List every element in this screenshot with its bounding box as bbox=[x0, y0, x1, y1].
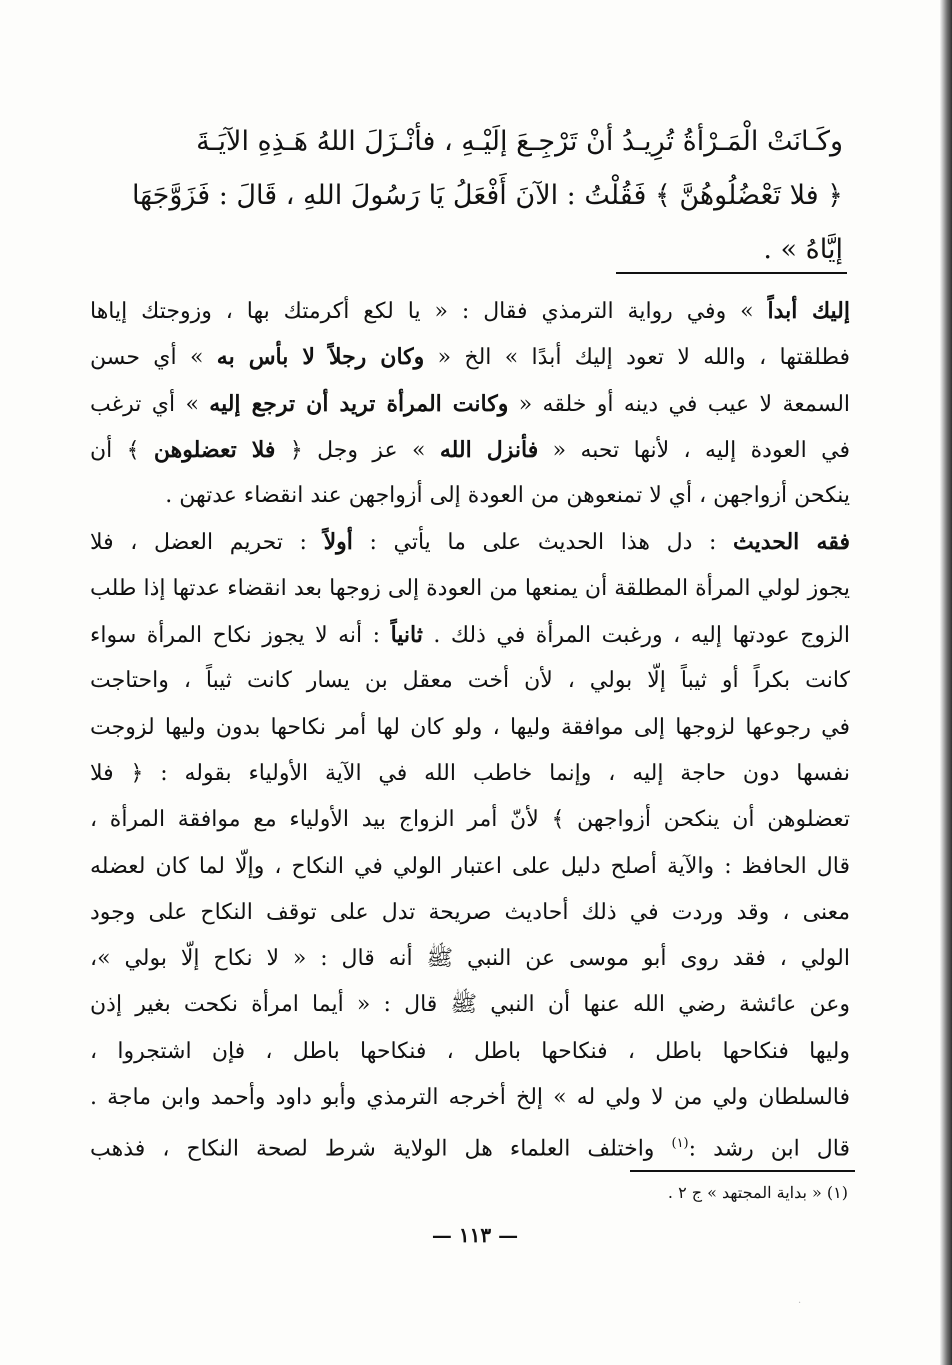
text-run: يجوز لولي المرأة المطلقة أن يمنعها من العودة إلى زوجها بعد انقضاء عدتها إذا طلب bbox=[90, 575, 850, 601]
text-run: السمعة لا عيب في دينه أو خلقه « bbox=[508, 391, 850, 417]
scan-speck: · bbox=[798, 1298, 802, 1309]
fiqh-line bbox=[90, 797, 850, 843]
hadith-line: ﴿ فلا تَعْضُلُوهُنَّ ﴾ فَقُلْتُ : الآنَ أَفْعَلُ يَا رَسُولَ اللهِ ، قَالَ : فَزَوَّجَهَا bbox=[131, 180, 843, 211]
text-run: في العودة إليه ، لأنها تحبه « bbox=[538, 437, 850, 463]
fiqh-line bbox=[90, 1029, 850, 1075]
fiqh-line bbox=[90, 890, 850, 936]
commentary-line bbox=[90, 473, 850, 519]
text-run: » أي حسن bbox=[90, 345, 217, 371]
hadith-line: إيَّاهُ » . bbox=[763, 234, 843, 265]
fiqh-line bbox=[90, 566, 850, 612]
fiqh-line bbox=[90, 982, 850, 1028]
text-run: : أنه لا يجوز نكاح المرأة سواء bbox=[90, 623, 391, 649]
fiqh-line bbox=[90, 705, 850, 751]
footnote-rule bbox=[630, 1170, 855, 1172]
text-run: » عز وجل ﴿ bbox=[275, 437, 440, 463]
hadith-line: وكَـانَتْ الْمَـرْأةُ تُرِيـدُ أنْ تَرْجِـعَ إلَيْـهِ ، فأنْـزَلَ اللهُ هَـذِهِ الآيَـةَ bbox=[196, 126, 843, 157]
fiqh-line bbox=[90, 844, 850, 890]
commentary-line bbox=[90, 427, 850, 473]
fiqh-line bbox=[90, 612, 850, 658]
text-run: وليها فنكاحها باطل ، فنكاحها باطل ، فنكاحها باطل ، فإن اشتجروا ، bbox=[90, 1038, 850, 1064]
bold-term: وكان رجلاً لا بأس به bbox=[216, 344, 425, 371]
hadith-text bbox=[95, 115, 843, 277]
page-number: — ١١٣ — bbox=[431, 1223, 519, 1247]
text-run: قال الحافظ : والآية أصلح دليل على اعتبار الولي في النكاح ، وإلّا لما كان لعضله bbox=[90, 853, 850, 879]
fiqh-line bbox=[90, 1075, 850, 1121]
bold-term: أولاً bbox=[323, 529, 353, 556]
text-run: فطلقتها ، والله لا تعود إليك أبدًا » الخ « bbox=[424, 345, 850, 371]
bold-term: وكانت المرأة تريد أن ترجع إليه bbox=[209, 390, 509, 417]
fiqh-line bbox=[90, 519, 850, 565]
commentary-body bbox=[90, 288, 850, 1168]
commentary-line bbox=[90, 288, 850, 334]
fiqh-line bbox=[90, 1121, 850, 1167]
text-run: » وفي رواية الترمذي فقال : « يا لكع أكرمتك بها ، وزوجتك إياها bbox=[90, 299, 768, 324]
text-run: نفسها دون حاجة إليه ، وإنما خاطب الله في الآية الأولياء بقوله : ﴿ فلا bbox=[90, 760, 850, 786]
page-edge-shadow bbox=[940, 0, 952, 1365]
commentary-line bbox=[90, 334, 850, 380]
text-run: واختلف العلماء هل الولاية شرط لصحة النكاح ، فذهب bbox=[90, 1136, 672, 1162]
commentary-line bbox=[90, 381, 850, 427]
separator-rule bbox=[616, 272, 847, 274]
footnote: (١) « بداية المجتهد » ج ٢ . bbox=[667, 1183, 848, 1202]
text-run: : دل هذا الحديث على ما يأتي : bbox=[352, 530, 733, 556]
text-run: فالسلطان ولي من لا ولي له » إلخ أخرجه الترمذي وأبو داود وأحمد وابن ماجة . bbox=[90, 1085, 850, 1111]
bold-term: فلا تعضلوهن bbox=[153, 436, 276, 463]
text-run: : تحريم العضل ، فلا bbox=[90, 530, 324, 556]
bold-term: فقه الحديث bbox=[733, 529, 850, 556]
fiqh-line bbox=[90, 658, 850, 704]
text-run: كانت بكراً أو ثيباً إلّا بولي ، لأن أخت معقل بن يسار كانت ثيباً ، واحتاجت bbox=[90, 668, 850, 694]
bold-term: إليك أبداً bbox=[767, 298, 850, 324]
text-run: قال ابن رشد : bbox=[688, 1136, 850, 1162]
text-run: في رجوعها لزوجها إلى موافقة وليها ، ولو كان لها أمر نكاحها بدون وليها لزوجت bbox=[90, 714, 850, 740]
text-run: الزوج عودتها إليه ، ورغبت المرأة في ذلك . bbox=[422, 623, 850, 649]
text-run: تعضلوهن أن ينكحن أزواجهن ﴾ لأنّ أمر الزواج بيد الأولياء مع موافقة المرأة ، bbox=[90, 807, 850, 833]
text-run: ﴾ أن bbox=[90, 437, 154, 463]
fiqh-line bbox=[90, 936, 850, 982]
bold-term: فأنزل الله bbox=[439, 436, 539, 463]
text-run: معنى ، وقد وردت في ذلك أحاديث صريحة تدل على توقف النكاح على وجود bbox=[90, 899, 850, 925]
bold-term: ثانياً bbox=[390, 622, 423, 649]
text-run: الولي ، فقد روى أبو موسى عن النبي ﷺ أنه قال : « لا نكاح إلّا بولي »، bbox=[90, 946, 850, 972]
text-run: ينكحن أزواجهن ، أي لا تمنعوهن من العودة إلى أزواجهن عند انقضاء عدتهن . bbox=[165, 483, 850, 509]
text-run: وعن عائشة رضي الله عنها أن النبي ﷺ قال : « أيما امرأة نكحت بغير إذن bbox=[90, 992, 850, 1018]
footnote-marker: (١) bbox=[671, 1136, 689, 1152]
fiqh-line bbox=[90, 751, 850, 797]
text-run: » أي ترغب bbox=[90, 391, 210, 417]
